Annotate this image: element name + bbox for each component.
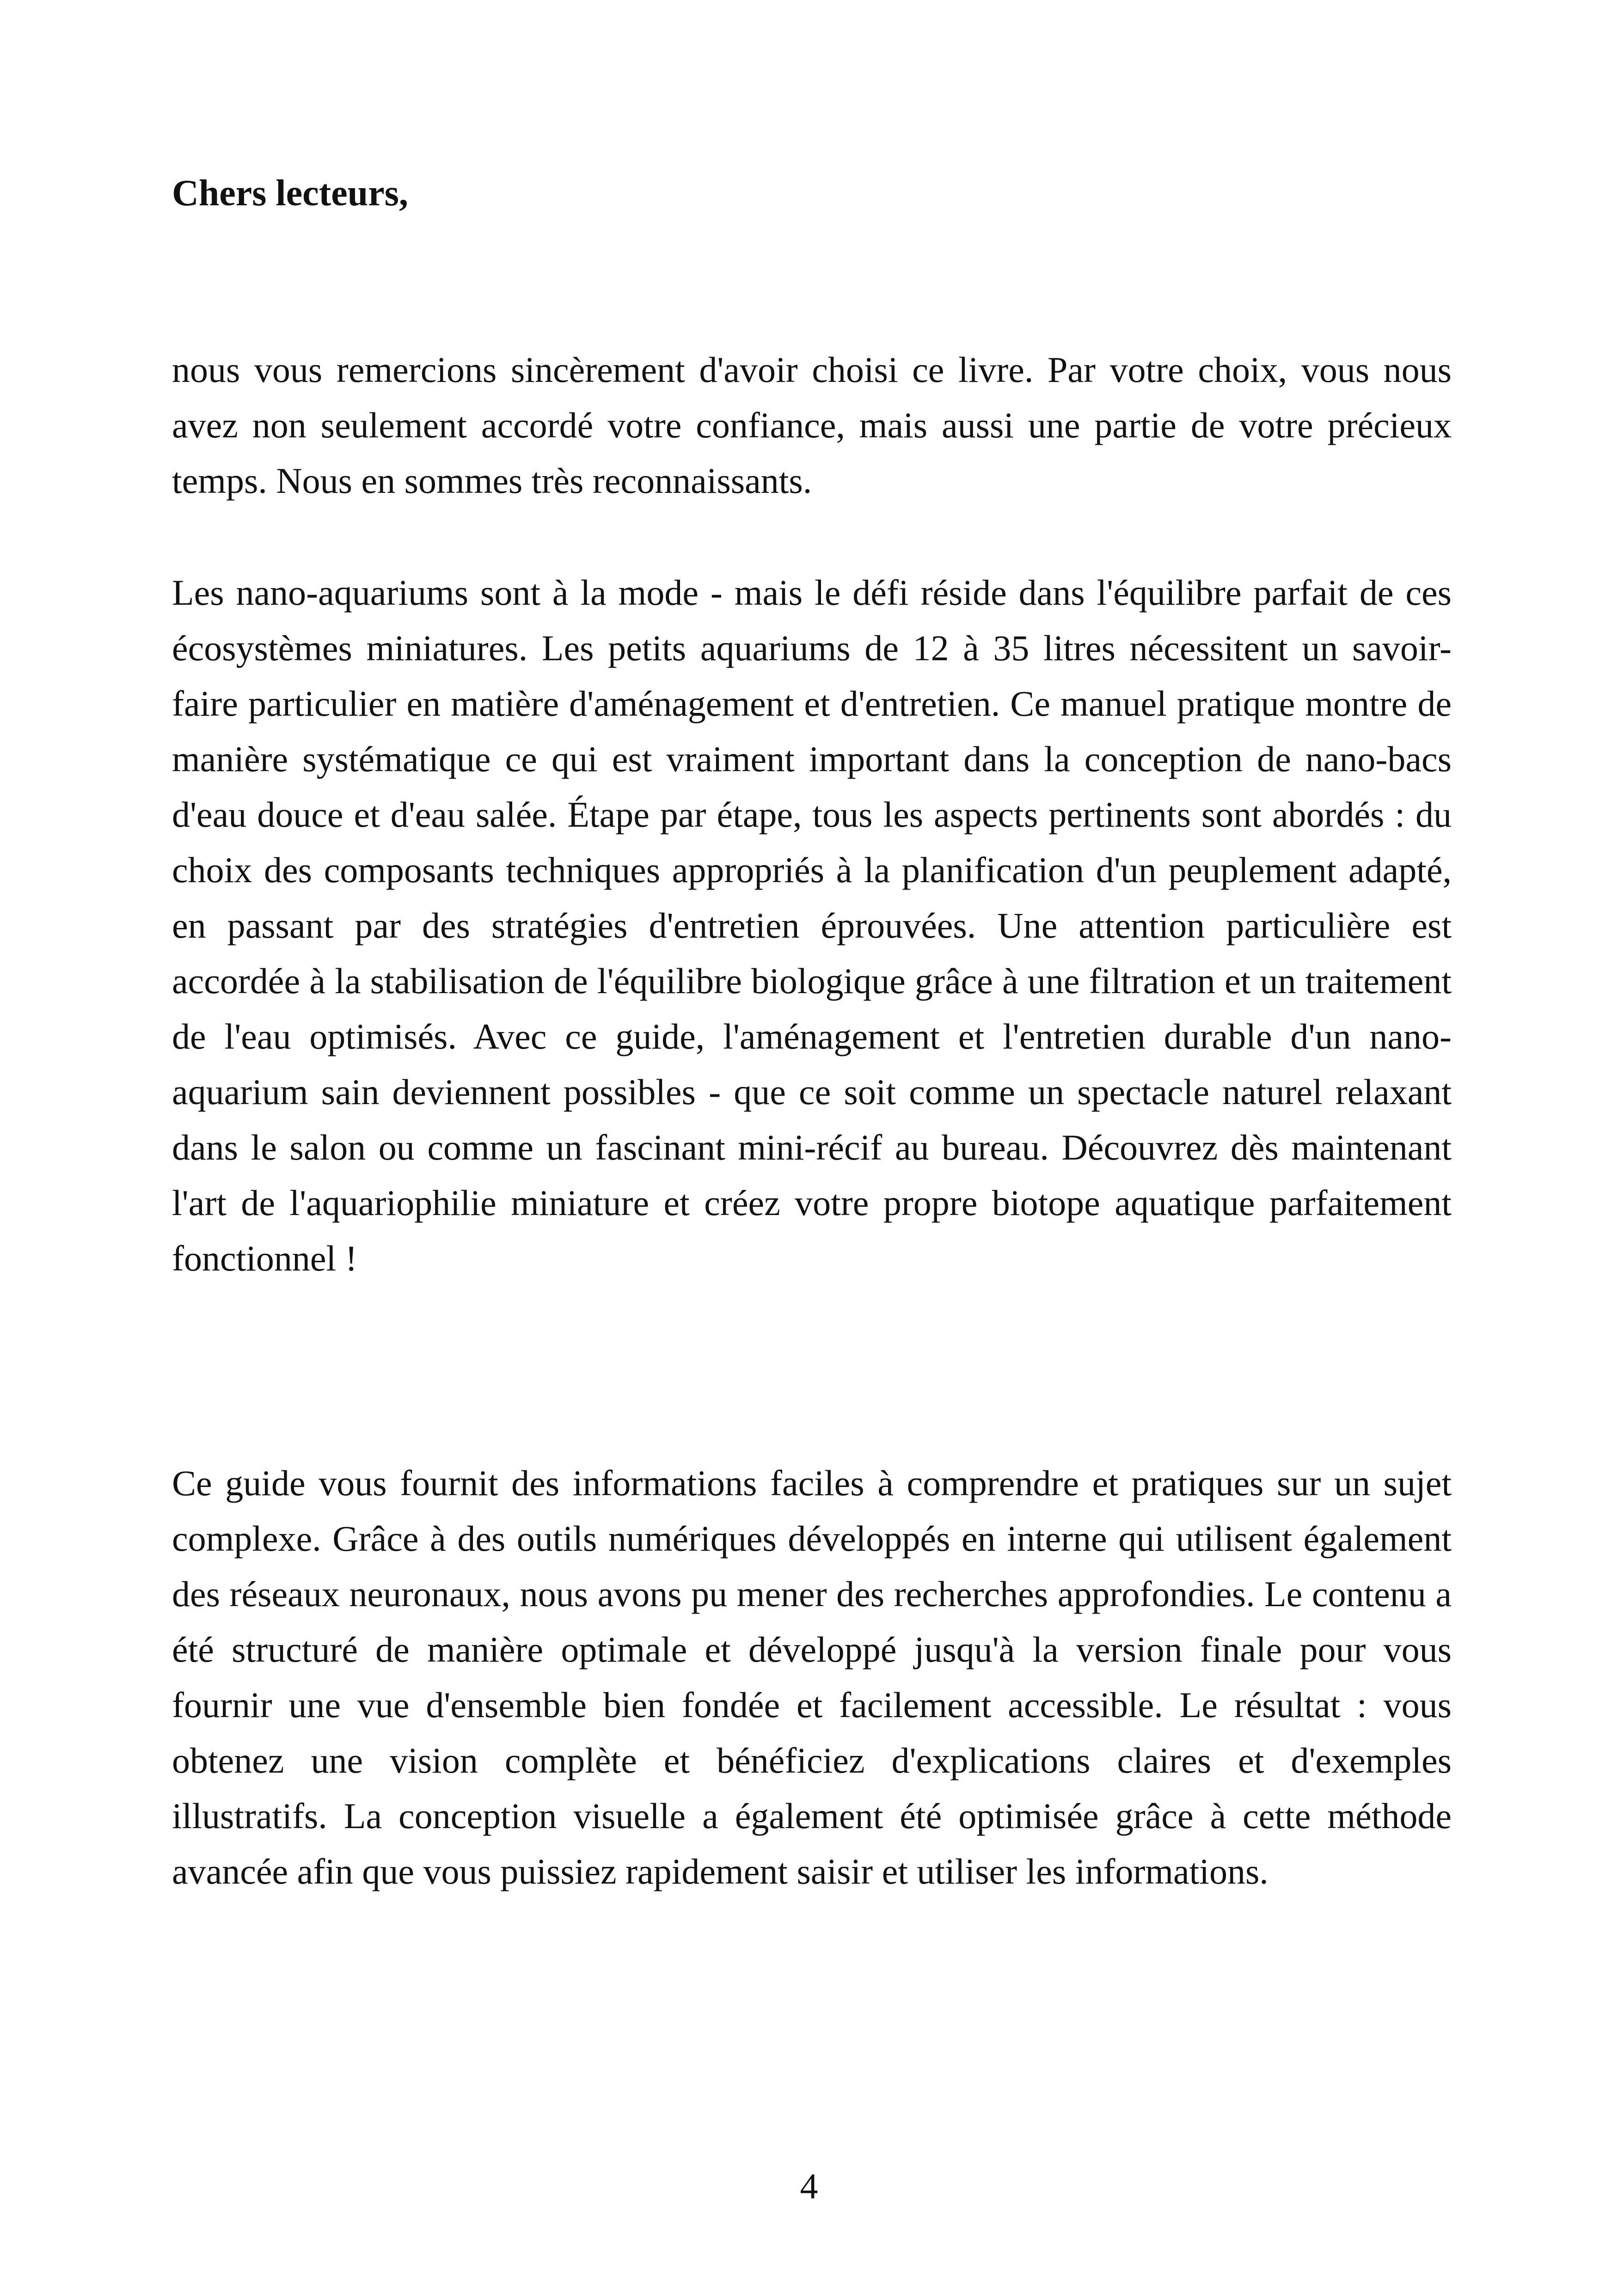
page-number: 4: [800, 2166, 818, 2206]
paragraph-thanks: nous vous remercions sincèrement d'avoir choisi ce livre. Par votre choix, vous nous avez non seulement accordé votre confiance, mais aussi une partie de votre précieux temps. Nous en sommes très reconnaissants.: [172, 350, 1452, 501]
paragraph-guide-info: Ce guide vous fournit des informations faciles à comprendre et pratiques sur un sujet complexe. Grâce à des outils numériques développés en interne qui utilisent également des réseaux neuronaux, nous avons pu mener des recherches approfondies. Le contenu a été structuré de manière optimale et développé jusqu'à la version finale pour vous fournir une vue d'ensemble bien fondée et facilement accessible. Le résultat : vous obtenez une vision complète et bénéficiez d'explications claires et d'exemples illustratifs. La conception visuelle a également été optimisée grâce à cette méthode avancée afin que vous puissiez rapidement saisir et utiliser les informations.: [172, 1463, 1452, 1891]
salutation-heading: Chers lecteurs,: [172, 173, 408, 214]
paragraph-nano-aquariums: Les nano-aquariums sont à la mode - mais le défi réside dans l'équilibre parfait de ces écosystèmes miniatures. Les petits aquariums de 12 à 35 litres nécessitent un savoir-faire particulier en matière d'aménagement et d'entretien. Ce manuel pratique montre de manière systématique ce qui est vraiment important dans la conception de nano-bacs d'eau douce et d'eau salée. Étape par étape, tous les aspects pertinents sont abordés : du choix des composants techniques appropriés à la planification d'un peuplement adapté, en passant par des stratégies d'entretien éprouvées. Une attention particulière est accordée à la stabilisation de l'équilibre biologique grâce à une filtration et un traitement de l'eau optimisés. Avec ce guide, l'aménagement et l'entretien durable d'un nano-aquarium sain deviennent possibles - que ce soit comme un spectacle naturel relaxant dans le salon ou comme un fascinant mini-récif au bureau. Découvrez dès maintenant l'art de l'aquariophilie miniature et créez votre propre biotope aquatique parfaitement fonctionnel !: [172, 572, 1452, 1278]
